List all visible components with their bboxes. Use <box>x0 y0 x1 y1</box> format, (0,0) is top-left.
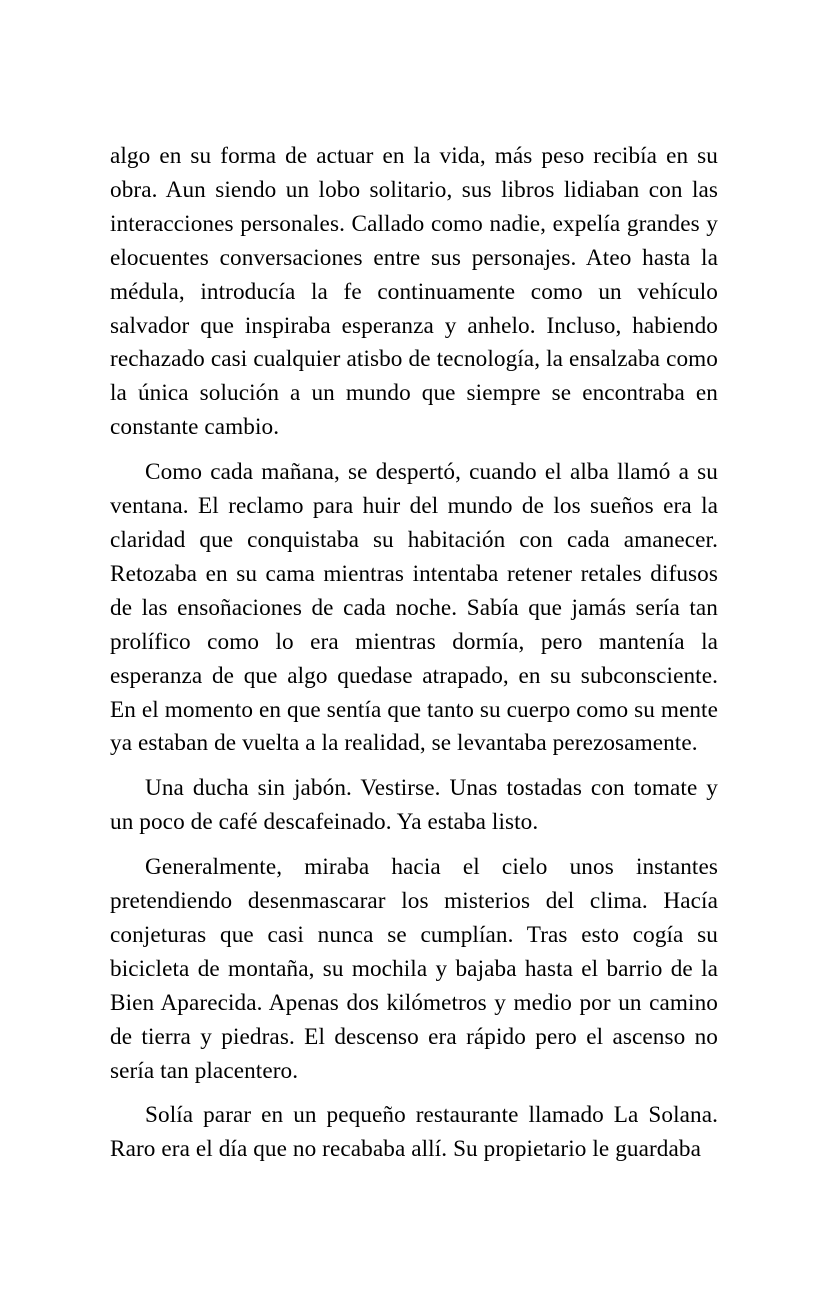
body-paragraph-5: Solía parar en un pequeño restaurante llamado La Solana. Raro era el día que no recababa allí. Su propietario le guardaba <box>110 1102 718 1163</box>
body-paragraph-2: Como cada mañana, se despertó, cuando el alba llamó a su ventana. El reclamo para huir del mundo de los sueños era la claridad que conquistaba su habitación con cada amanecer. Retozaba en su cama mientras intentaba retener retales difusos de las ensoñaciones de cada noche. Sabía que jamás sería tan prolífico como lo era mientras dormía, pero mantenía la esperanza de que algo quedase atrapado, en su subconsciente. En el momento en que sentía que tanto su cuerpo como su mente ya estaban de vuelta a la realidad, se levantaba perezosamente. <box>110 459 718 757</box>
page-text-block <box>110 140 718 1167</box>
body-paragraph-3: Una ducha sin jabón. Vestirse. Unas tostadas con tomate y un poco de café descafeinado. Ya estaba listo. <box>110 775 718 836</box>
body-paragraph-1: algo en su forma de actuar en la vida, más peso recibía en su obra. Aun siendo un lobo solitario, sus libros lidiaban con las interacciones personales. Callado como nadie, expelía grandes y elocuentes conversaciones entre sus personajes. Ateo hasta la médula, introducía la fe continuamente como un vehículo salvador que inspiraba esperanza y anhelo. Incluso, habiendo rechazado casi cualquier atisbo de tecnología, la ensalzaba como la única solución a un mundo que siempre se encontraba en constante cambio. <box>110 143 718 441</box>
body-paragraph-4: Generalmente, miraba hacia el cielo unos instantes pretendiendo desenmascarar los misterios del clima. Hacía conjeturas que casi nunca se cumplían. Tras esto cogía su bicicleta de montaña, su mochila y bajaba hasta el barrio de la Bien Aparecida. Apenas dos kilómetros y medio por un camino de tierra y piedras. El descenso era rápido pero el ascenso no sería tan placentero. <box>110 854 718 1084</box>
